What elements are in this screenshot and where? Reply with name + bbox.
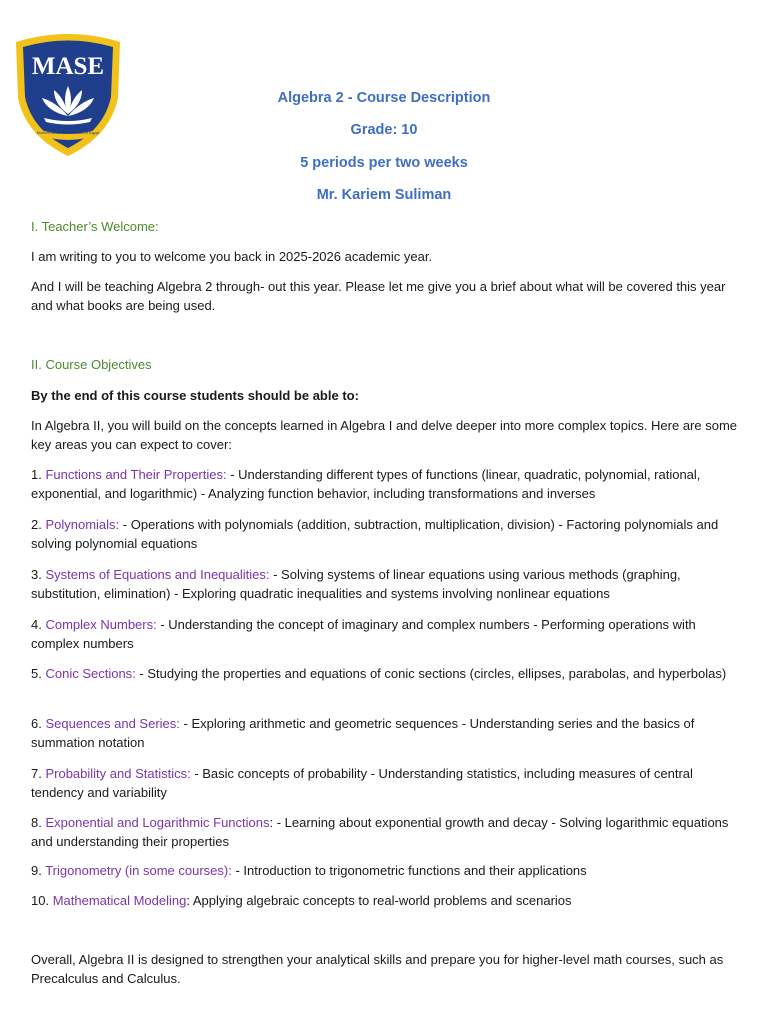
objectives-heading: II. Course Objectives — [31, 357, 152, 372]
objective-title: Conic Sections: — [45, 666, 136, 681]
objective-item: 1. Functions and Their Properties: - Understanding different types of functions (linear, quadratic, polynomial, rational, exponential, and logarithmic) - Analyzing function behavior, including transformations and inverses — [31, 467, 701, 501]
objective-item: 4. Complex Numbers: - Understanding the concept of imaginary and complex numbers - Performing operations with complex numbers — [31, 617, 696, 651]
objective-title: Functions and Their Properties: — [45, 467, 227, 482]
objective-item: 7. Probability and Statistics: - Basic concepts of probability - Understanding statistics, including measures of central tendency and variability — [31, 766, 693, 800]
course-teacher: Mr. Kariem Suliman — [316, 187, 452, 203]
objective-title: Systems of Equations and Inequalities: — [45, 567, 270, 582]
objective-title: Sequences and Series: — [45, 716, 180, 731]
logo-text: MASE — [31, 53, 105, 80]
course-grade: Grade: 10 — [350, 122, 418, 138]
objective-title: Exponential and Logarithmic Functions — [45, 815, 270, 830]
objective-title: Probability and Statistics: — [45, 766, 191, 781]
objective-item: 9. Trigonometry (in some courses): - Introduction to trigonometric functions and their applications — [31, 863, 587, 878]
course-periods: 5 periods per two weeks — [300, 155, 468, 171]
objectives-lead: By the end of this course students should be able to: — [31, 388, 359, 403]
objective-title: Trigonometry (in some courses): — [45, 863, 232, 878]
course-title: Algebra 2 - Course Description — [277, 90, 491, 106]
welcome-paragraph-1: I am writing to you to welcome you back in 2025-2026 academic year. — [31, 249, 433, 264]
objective-item: 5. Conic Sections: - Studying the properties and equations of conic sections (circles, ellipses, parabolas, and hyperbolas) — [31, 666, 727, 681]
objective-item: 3. Systems of Equations and Inequalities: - Solving systems of linear equations using various methods (graphing, substitution, elimination) - Exploring quadratic inequalities and systems involving nonlinear equations — [31, 567, 681, 601]
objectives-intro: In Algebra II, you will build on the concepts learned in Algebra I and delve deeper into more complex topics. Here are some key areas you can expect to cover: — [31, 418, 738, 452]
objective-item: 10. Mathematical Modeling: Applying algebraic concepts to real-world problems and scenarios — [31, 893, 572, 908]
objective-item: 6. Sequences and Series: - Exploring arithmetic and geometric sequences - Understanding series and the basics of summation notation — [31, 716, 695, 750]
objective-title: Polynomials: — [45, 517, 120, 532]
objective-item: 8. Exponential and Logarithmic Functions: - Learning about exponential growth and decay - Solving logarithmic equations and understanding their properties — [31, 815, 729, 849]
welcome-paragraph-2: And I will be teaching Algebra 2 through- out this year. Please let me give you a brief about what will be covered this year and what books are being used. — [31, 279, 726, 313]
conclusion-paragraph: Overall, Algebra II is designed to strengthen your analytical skills and prepare you for higher-level math courses, such as Precalculus and Calculus. — [31, 952, 724, 986]
welcome-heading: I. Teacher’s Welcome: — [31, 219, 159, 234]
objective-item: 2. Polynomials: - Operations with polynomials (addition, subtraction, multiplication, division) - Factoring polynomials and solving polynomial equations — [31, 517, 719, 551]
objective-title: Complex Numbers: — [45, 617, 157, 632]
objective-title: Mathematical Modeling — [52, 893, 187, 908]
logo-motto: Modern American Schools of Egypt — [36, 130, 100, 135]
